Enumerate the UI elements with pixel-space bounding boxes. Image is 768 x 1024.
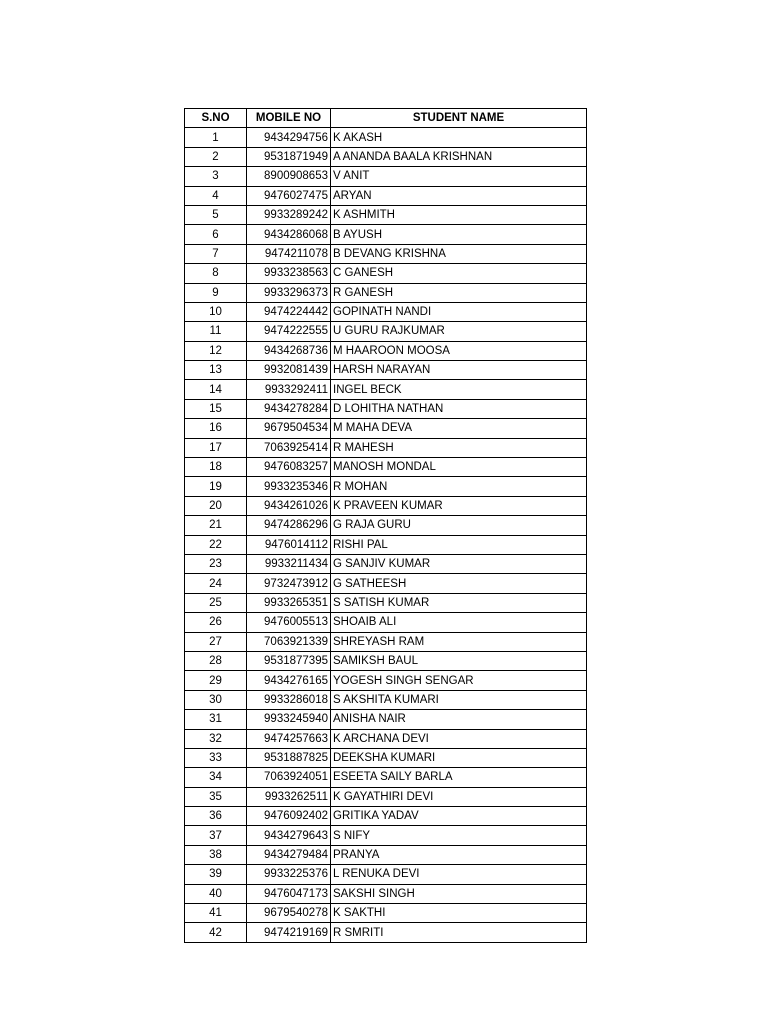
serial-number-cell: 10 <box>185 302 247 321</box>
table-row <box>185 147 587 166</box>
student-name-cell: M HAAROON MOOSA <box>331 341 587 360</box>
student-name-cell: GOPINATH NANDI <box>331 302 587 321</box>
serial-number-cell: 29 <box>185 671 247 690</box>
student-name-cell: A ANANDA BAALA KRISHNAN <box>331 147 587 166</box>
student-name-cell: K PRAVEEN KUMAR <box>331 496 587 515</box>
serial-number-cell: 2 <box>185 147 247 166</box>
mobile-number-cell: 9474222555 <box>247 322 331 341</box>
table-row <box>185 884 587 903</box>
student-name-cell: S SATISH KUMAR <box>331 593 587 612</box>
mobile-number-cell: 9531877395 <box>247 651 331 670</box>
serial-number-cell: 12 <box>185 341 247 360</box>
mobile-number-cell: 7063921339 <box>247 632 331 651</box>
student-name-cell: PRANYA <box>331 845 587 864</box>
table-row <box>185 748 587 767</box>
mobile-number-cell: 9933245940 <box>247 710 331 729</box>
mobile-number-cell: 9531871949 <box>247 147 331 166</box>
table-row <box>185 768 587 787</box>
serial-number-cell: 31 <box>185 710 247 729</box>
table-row <box>185 477 587 496</box>
mobile-number-cell: 9933296373 <box>247 283 331 302</box>
serial-number-cell: 14 <box>185 380 247 399</box>
mobile-number-cell: 9434261026 <box>247 496 331 515</box>
student-name-cell: U GURU RAJKUMAR <box>331 322 587 341</box>
student-name-cell: MANOSH MONDAL <box>331 458 587 477</box>
student-name-cell: S NIFY <box>331 826 587 845</box>
student-name-cell: GRITIKA YADAV <box>331 807 587 826</box>
serial-number-cell: 23 <box>185 554 247 573</box>
student-name-cell: YOGESH SINGH SENGAR <box>331 671 587 690</box>
table-row <box>185 244 587 263</box>
table-row <box>185 264 587 283</box>
student-name-cell: K ARCHANA DEVI <box>331 729 587 748</box>
serial-number-cell: 25 <box>185 593 247 612</box>
serial-number-cell: 13 <box>185 361 247 380</box>
serial-number-cell: 21 <box>185 516 247 535</box>
mobile-number-cell: 9434279484 <box>247 845 331 864</box>
student-name-cell: ESEETA SAILY BARLA <box>331 768 587 787</box>
table-row <box>185 787 587 806</box>
student-name-cell: G SANJIV KUMAR <box>331 554 587 573</box>
student-name-cell: M MAHA DEVA <box>331 419 587 438</box>
serial-number-cell: 18 <box>185 458 247 477</box>
mobile-number-cell: 9933265351 <box>247 593 331 612</box>
serial-number-cell: 9 <box>185 283 247 302</box>
mobile-number-cell: 9434279643 <box>247 826 331 845</box>
table-row <box>185 496 587 515</box>
mobile-number-cell: 9474224442 <box>247 302 331 321</box>
student-name-cell: INGEL BECK <box>331 380 587 399</box>
table-row <box>185 128 587 147</box>
mobile-number-cell: 9476083257 <box>247 458 331 477</box>
mobile-number-cell: 9679540278 <box>247 904 331 923</box>
header-sno: S.NO <box>185 109 247 128</box>
mobile-number-cell: 9476014112 <box>247 535 331 554</box>
mobile-number-cell: 9434276165 <box>247 671 331 690</box>
mobile-number-cell: 9933286018 <box>247 690 331 709</box>
mobile-number-cell: 9474257663 <box>247 729 331 748</box>
serial-number-cell: 42 <box>185 923 247 942</box>
header-mobile-no: MOBILE NO <box>247 109 331 128</box>
serial-number-cell: 35 <box>185 787 247 806</box>
table-row <box>185 845 587 864</box>
table-row <box>185 205 587 224</box>
table-row <box>185 729 587 748</box>
mobile-number-cell: 9474219169 <box>247 923 331 942</box>
mobile-number-cell: 7063924051 <box>247 768 331 787</box>
table-row <box>185 710 587 729</box>
table-row <box>185 380 587 399</box>
table-row <box>185 186 587 205</box>
serial-number-cell: 17 <box>185 438 247 457</box>
serial-number-cell: 20 <box>185 496 247 515</box>
student-name-cell: HARSH NARAYAN <box>331 361 587 380</box>
mobile-number-cell: 9476005513 <box>247 613 331 632</box>
mobile-number-cell: 9679504534 <box>247 419 331 438</box>
student-list-sheet <box>184 108 586 943</box>
student-name-cell: SAMIKSH BAUL <box>331 651 587 670</box>
mobile-number-cell: 9933211434 <box>247 554 331 573</box>
table-row <box>185 322 587 341</box>
table-row <box>185 904 587 923</box>
student-name-cell: SHREYASH RAM <box>331 632 587 651</box>
table-row <box>185 651 587 670</box>
serial-number-cell: 41 <box>185 904 247 923</box>
student-name-cell: SHOAIB ALI <box>331 613 587 632</box>
student-name-cell: K ASHMITH <box>331 205 587 224</box>
student-name-cell: DEEKSHA KUMARI <box>331 748 587 767</box>
serial-number-cell: 27 <box>185 632 247 651</box>
mobile-number-cell: 9531887825 <box>247 748 331 767</box>
student-name-cell: L RENUKA DEVI <box>331 865 587 884</box>
mobile-number-cell: 9933289242 <box>247 205 331 224</box>
student-name-cell: ARYAN <box>331 186 587 205</box>
table-row <box>185 671 587 690</box>
header-student-name: STUDENT NAME <box>331 109 587 128</box>
mobile-number-cell: 9434294756 <box>247 128 331 147</box>
table-row <box>185 690 587 709</box>
table-row <box>185 341 587 360</box>
student-name-cell: B AYUSH <box>331 225 587 244</box>
serial-number-cell: 4 <box>185 186 247 205</box>
mobile-number-cell: 9434286068 <box>247 225 331 244</box>
student-name-cell: V ANIT <box>331 167 587 186</box>
serial-number-cell: 3 <box>185 167 247 186</box>
serial-number-cell: 39 <box>185 865 247 884</box>
table-header <box>185 109 587 128</box>
mobile-number-cell: 9732473912 <box>247 574 331 593</box>
serial-number-cell: 5 <box>185 205 247 224</box>
serial-number-cell: 15 <box>185 399 247 418</box>
student-name-cell: R SMRITI <box>331 923 587 942</box>
student-name-cell: S AKSHITA KUMARI <box>331 690 587 709</box>
serial-number-cell: 7 <box>185 244 247 263</box>
table-row <box>185 516 587 535</box>
mobile-number-cell: 9474286296 <box>247 516 331 535</box>
table-row <box>185 593 587 612</box>
table-row <box>185 225 587 244</box>
student-name-cell: R GANESH <box>331 283 587 302</box>
table-row <box>185 361 587 380</box>
serial-number-cell: 32 <box>185 729 247 748</box>
table-row <box>185 554 587 573</box>
table-row <box>185 419 587 438</box>
table-row <box>185 826 587 845</box>
student-name-cell: G RAJA GURU <box>331 516 587 535</box>
mobile-number-cell: 9474211078 <box>247 244 331 263</box>
table-body <box>185 128 587 942</box>
serial-number-cell: 30 <box>185 690 247 709</box>
table-row <box>185 807 587 826</box>
serial-number-cell: 1 <box>185 128 247 147</box>
student-name-cell: C GANESH <box>331 264 587 283</box>
serial-number-cell: 28 <box>185 651 247 670</box>
student-name-cell: K SAKTHI <box>331 904 587 923</box>
serial-number-cell: 26 <box>185 613 247 632</box>
table-row <box>185 632 587 651</box>
student-name-cell: R MOHAN <box>331 477 587 496</box>
serial-number-cell: 38 <box>185 845 247 864</box>
mobile-number-cell: 9933235346 <box>247 477 331 496</box>
header-row <box>185 109 587 128</box>
mobile-number-cell: 9476092402 <box>247 807 331 826</box>
table-row <box>185 574 587 593</box>
mobile-number-cell: 9434268736 <box>247 341 331 360</box>
table-row <box>185 923 587 942</box>
student-name-cell: B DEVANG KRISHNA <box>331 244 587 263</box>
serial-number-cell: 16 <box>185 419 247 438</box>
table-row <box>185 399 587 418</box>
table-row <box>185 535 587 554</box>
student-name-cell: K GAYATHIRI DEVI <box>331 787 587 806</box>
table-row <box>185 613 587 632</box>
mobile-number-cell: 9933225376 <box>247 865 331 884</box>
serial-number-cell: 40 <box>185 884 247 903</box>
student-table <box>184 108 587 943</box>
student-name-cell: K AKASH <box>331 128 587 147</box>
serial-number-cell: 8 <box>185 264 247 283</box>
student-name-cell: G SATHEESH <box>331 574 587 593</box>
table-row <box>185 458 587 477</box>
serial-number-cell: 6 <box>185 225 247 244</box>
mobile-number-cell: 9476027475 <box>247 186 331 205</box>
serial-number-cell: 37 <box>185 826 247 845</box>
mobile-number-cell: 9932081439 <box>247 361 331 380</box>
mobile-number-cell: 7063925414 <box>247 438 331 457</box>
mobile-number-cell: 9476047173 <box>247 884 331 903</box>
serial-number-cell: 19 <box>185 477 247 496</box>
student-name-cell: ANISHA NAIR <box>331 710 587 729</box>
serial-number-cell: 22 <box>185 535 247 554</box>
serial-number-cell: 24 <box>185 574 247 593</box>
student-name-cell: D LOHITHA NATHAN <box>331 399 587 418</box>
mobile-number-cell: 9933262511 <box>247 787 331 806</box>
serial-number-cell: 11 <box>185 322 247 341</box>
student-name-cell: RISHI PAL <box>331 535 587 554</box>
student-name-cell: SAKSHI SINGH <box>331 884 587 903</box>
serial-number-cell: 34 <box>185 768 247 787</box>
table-row <box>185 302 587 321</box>
table-row <box>185 865 587 884</box>
mobile-number-cell: 8900908653 <box>247 167 331 186</box>
table-row <box>185 438 587 457</box>
table-row <box>185 283 587 302</box>
table-row <box>185 167 587 186</box>
mobile-number-cell: 9933292411 <box>247 380 331 399</box>
serial-number-cell: 33 <box>185 748 247 767</box>
mobile-number-cell: 9434278284 <box>247 399 331 418</box>
mobile-number-cell: 9933238563 <box>247 264 331 283</box>
student-name-cell: R MAHESH <box>331 438 587 457</box>
serial-number-cell: 36 <box>185 807 247 826</box>
